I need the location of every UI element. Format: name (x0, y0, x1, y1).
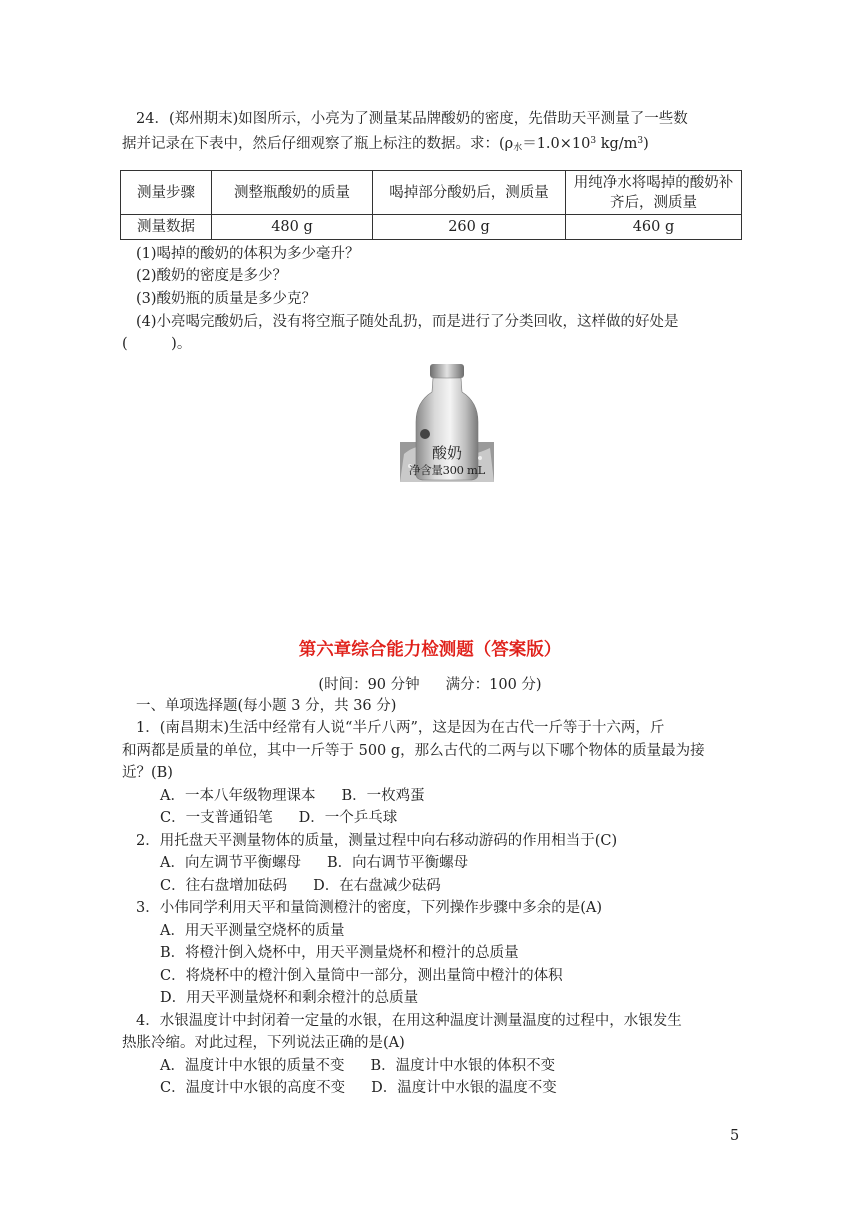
yogurt-bottle-image (400, 362, 494, 482)
table-cell: 480 g (212, 215, 373, 240)
page-number: 5 (730, 1128, 740, 1144)
q1-options-cd: C．一支普通铅笔 D．一个乒乓球 (160, 810, 398, 826)
exam-info: (时间：90 分钟 满分：100 分) (318, 677, 542, 693)
bottle-label-volume: 净含量300 mL (409, 463, 485, 477)
table-cell: 260 g (373, 215, 566, 240)
section-heading: 一、单项选择题(每小题 3 分，共 36 分) (136, 698, 397, 714)
q3-option-d: D．用天平测量烧杯和剩余橙汁的总质量 (160, 990, 419, 1006)
chapter-title: 第六章综合能力检测题（答案版） (298, 640, 562, 660)
q2-line1: 2．用托盘天平测量物体的质量，测量过程中向右移动游码的作用相当于(C) (136, 833, 618, 849)
q4-options-ab: A．温度计中水银的质量不变 B．温度计中水银的体积不变 (160, 1058, 556, 1074)
table-row (121, 171, 742, 215)
q24-sub1: (1)喝掉的酸奶的体积为多少毫升？ (136, 246, 360, 262)
q24-sub2: (2)酸奶的密度是多少？ (136, 268, 288, 284)
q24-intro-line1: 24．(郑州期末)如图所示，小亮为了测量某品牌酸奶的密度，先借助天平测量了一些数 (136, 111, 688, 127)
q3-line1: 3．小伟同学利用天平和量筒测橙汁的密度，下列操作步骤中多余的是(A) (136, 900, 603, 916)
q24-sub4-line1: (4)小亮喝完酸奶后，没有将空瓶子随处乱扔，而是进行了分类回收，这样做的好处是 (136, 314, 679, 330)
table-cell: 喝掉部分酸奶后，测质量 (373, 171, 566, 215)
table-cell: 测量数据 (121, 215, 212, 240)
q4-line2: 热胀冷缩。对此过程，下列说法正确的是(A) (122, 1035, 405, 1051)
q24-sub3: (3)酸奶瓶的质量是多少克？ (136, 291, 317, 307)
table-cell: 测量步骤 (121, 171, 212, 215)
table-cell: 测整瓶酸奶的质量 (212, 171, 373, 215)
q4-line1: 4．水银温度计中封闭着一定量的水银，在用这种温度计测量温度的过程中，水银发生 (136, 1013, 682, 1029)
q3-option-c: C．将烧杯中的橙汁倒入量筒中一部分，测出量筒中橙汁的体积 (160, 968, 563, 984)
q24-sub4-line2: ( )。 (122, 336, 192, 352)
q3-option-b: B．将橙汁倒入烧杯中，用天平测量烧杯和橙汁的总质量 (160, 945, 519, 961)
q1-line2: 和两都是质量的单位，其中一斤等于 500 g，那么古代的二两与以下哪个物体的质量最为接 (122, 743, 705, 759)
table-row (121, 215, 742, 240)
q24-intro-line2: 据并记录在下表中，然后仔细观察了瓶上标注的数据。求：($\rho_水=1.0\times 10^3$ $kg/m^3$) (122, 136, 649, 153)
measurement-table (120, 170, 742, 240)
q1-options-ab: A．一本八年级物理课本 B．一枚鸡蛋 (160, 788, 425, 804)
q1-line1: 1．(南昌期末)生活中经常有人说“半斤八两”，这是因为在古代一斤等于十六两，斤 (136, 720, 665, 736)
q4-options-cd: C．温度计中水银的高度不变 D．温度计中水银的温度不变 (160, 1080, 557, 1096)
table-cell: 460 g (566, 215, 742, 240)
table-cell: 用纯净水将喝掉的酸奶补 齐后，测质量 (566, 171, 742, 215)
q1-line3: 近？(B) (122, 765, 173, 781)
q2-options-cd: C．往右盘增加砝码 D．在右盘减少砝码 (160, 878, 441, 894)
q2-options-ab: A．向左调节平衡螺母 B．向右调节平衡螺母 (160, 855, 469, 871)
bottle-label-yogurt: 酸奶 (431, 444, 462, 462)
q3-option-a: A．用天平测量空烧杯的质量 (160, 923, 345, 939)
